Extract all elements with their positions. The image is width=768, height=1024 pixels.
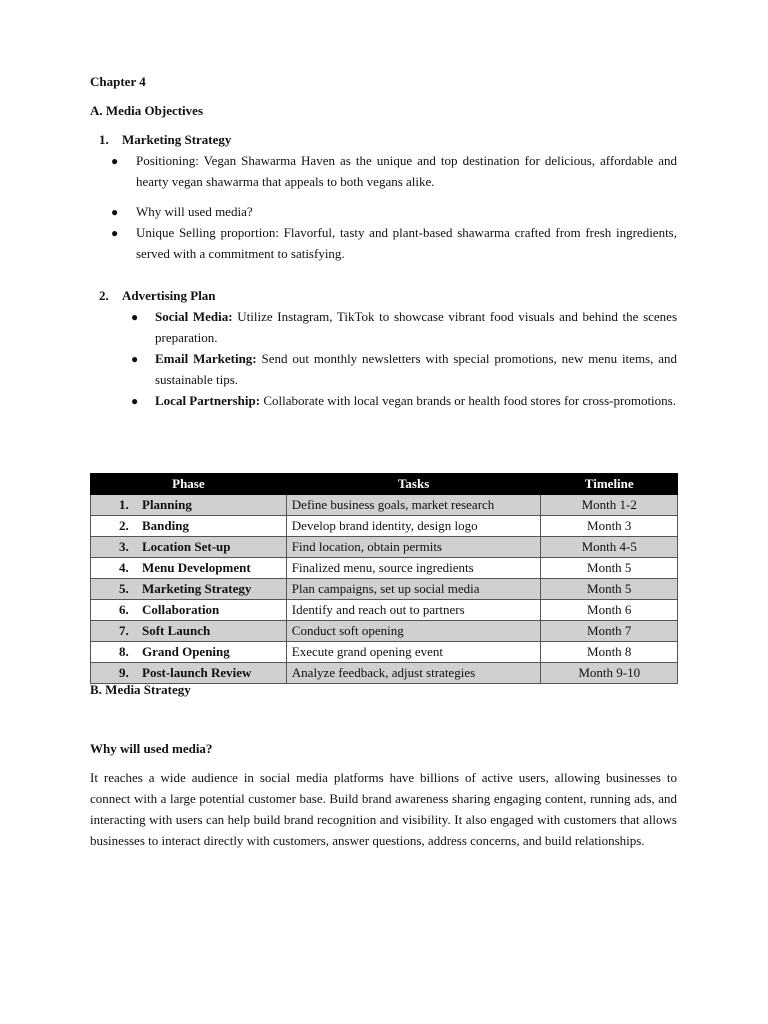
chapter-title: Chapter 4 (90, 74, 146, 89)
phase-name: Collaboration (142, 602, 220, 617)
email-marketing-text: Send out monthly newsletters with special promotions, new menu items, and sustainable tips. (155, 351, 677, 387)
bullet-icon: ● (111, 154, 119, 168)
table-row (91, 663, 678, 684)
item2-number: 2. (99, 288, 109, 303)
section-b-subheading: Why will used media? (90, 741, 213, 756)
why-media-text: Why will used media? (136, 204, 253, 219)
phase-cell (91, 558, 287, 579)
timeline-cell: Month 8 (541, 642, 678, 663)
bullet-icon: ● (111, 205, 119, 219)
phase-cell (91, 621, 287, 642)
item1-title: Marketing Strategy (122, 132, 232, 147)
section-b-heading: B. Media Strategy (90, 682, 191, 697)
task-cell: Plan campaigns, set up social media (286, 579, 541, 600)
local-partnership-text: Collaborate with local vegan brands or health food stores for cross-promotions. (260, 393, 676, 408)
phase-number: 7. (119, 623, 129, 638)
phase-name: Menu Development (142, 560, 251, 575)
email-marketing-item (155, 348, 677, 390)
table-row (91, 600, 678, 621)
phase-number: 4. (119, 560, 129, 575)
phase-name: Soft Launch (142, 623, 211, 638)
phase-cell (91, 579, 287, 600)
timeline-cell: Month 7 (541, 621, 678, 642)
timeline-cell: Month 1-2 (541, 495, 678, 516)
phase-number: 2. (119, 518, 129, 533)
item1-number: 1. (99, 132, 109, 147)
phase-cell (91, 642, 287, 663)
header-phase: Phase (91, 474, 287, 495)
phase-name: Planning (142, 497, 192, 512)
phase-number: 6. (119, 602, 129, 617)
table-row (91, 642, 678, 663)
section-b-paragraph: It reaches a wide audience in social media platforms have billions of active users, allowing businesses to connect with a large potential customer base. Build brand awareness sharing engaging content, running ads, and interacting with users can help build brand recognition and visibility. It also engaged with customers that allows businesses to interact directly with customers, answer questions, address concerns, and build relationships. (90, 770, 677, 848)
timeline-cell: Month 5 (541, 579, 678, 600)
positioning-text: Positioning: Vegan Shawarma Haven as the unique and top destination for delicious, affordable and hearty vegan shawarma that appeals to both vegans alike. (136, 153, 677, 189)
table-row (91, 516, 678, 537)
bullet-icon: ● (131, 310, 139, 324)
task-cell: Execute grand opening event (286, 642, 541, 663)
task-cell: Find location, obtain permits (286, 537, 541, 558)
social-media-text: Utilize Instagram, TikTok to showcase vibrant food visuals and behind the scenes preparation. (155, 309, 678, 345)
bullet-icon: ● (111, 226, 119, 240)
task-cell: Develop brand identity, design logo (286, 516, 541, 537)
phase-cell (91, 495, 287, 516)
phase-name: Location Set-up (142, 539, 231, 554)
phase-name: Banding (142, 518, 189, 533)
phase-number: 8. (119, 644, 129, 659)
email-marketing-label: Email Marketing: (155, 351, 257, 366)
phase-cell (91, 537, 287, 558)
timeline-cell: Month 6 (541, 600, 678, 621)
task-cell: Define business goals, market research (286, 495, 541, 516)
phase-name: Marketing Strategy (142, 581, 252, 596)
table-row (91, 579, 678, 600)
task-cell: Finalized menu, source ingredients (286, 558, 541, 579)
social-media-label: Social Media: (155, 309, 233, 324)
phase-number: 5. (119, 581, 129, 596)
task-cell: Conduct soft opening (286, 621, 541, 642)
table-row (91, 621, 678, 642)
table-header-row (91, 474, 678, 495)
section-a-heading: A. Media Objectives (90, 103, 204, 118)
timeline-cell: Month 9-10 (541, 663, 678, 684)
bullet-icon: ● (131, 352, 139, 366)
phase-cell (91, 600, 287, 621)
table-row (91, 537, 678, 558)
header-tasks: Tasks (286, 474, 541, 495)
timeline-cell: Month 4-5 (541, 537, 678, 558)
phase-name: Grand Opening (142, 644, 230, 659)
local-partnership-label: Local Partnership: (155, 393, 261, 408)
table-row (91, 558, 678, 579)
task-cell: Identify and reach out to partners (286, 600, 541, 621)
phase-number: 9. (119, 665, 129, 680)
timeline-cell: Month 3 (541, 516, 678, 537)
phase-cell (91, 516, 287, 537)
social-media-item (155, 306, 677, 348)
phases-table (90, 473, 678, 684)
phase-number: 1. (119, 497, 129, 512)
phase-name: Post-launch Review (142, 665, 252, 680)
task-cell: Analyze feedback, adjust strategies (286, 663, 541, 684)
header-timeline: Timeline (541, 474, 678, 495)
item2-title: Advertising Plan (122, 288, 216, 303)
phase-cell (91, 663, 287, 684)
timeline-cell: Month 5 (541, 558, 678, 579)
phase-number: 3. (119, 539, 129, 554)
local-partnership-item (155, 390, 677, 411)
table-row (91, 495, 678, 516)
bullet-icon: ● (131, 394, 139, 408)
usp-text: Unique Selling proportion: Flavorful, tasty and plant-based shawarma crafted from fresh ingredients, served with a commitment to satisfying. (136, 225, 677, 261)
